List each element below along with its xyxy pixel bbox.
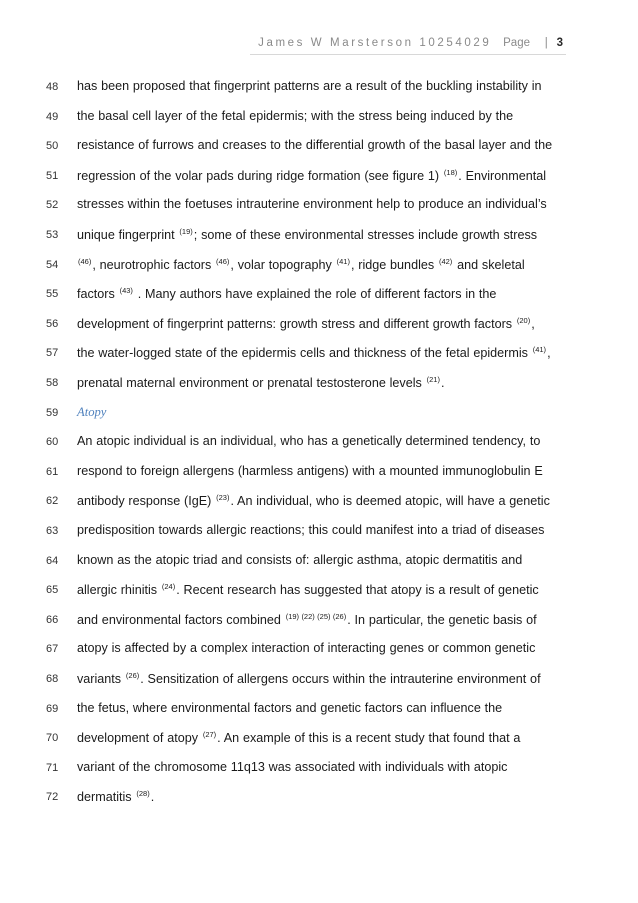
line-number: 72	[46, 791, 59, 804]
line-number: 58	[46, 377, 59, 389]
text-segment: dermatitis	[77, 790, 136, 805]
line-text	[77, 345, 568, 360]
header-author: James W Marsterson 10254029	[258, 37, 492, 49]
line-text	[77, 493, 568, 508]
line-text	[77, 138, 568, 152]
citation-reference: (46)	[216, 256, 230, 266]
citation-reference: (26)	[125, 671, 140, 680]
line-number: 48	[46, 81, 59, 93]
document-line	[0, 78, 638, 98]
line-number: 56	[46, 317, 59, 330]
line-text	[77, 168, 568, 183]
document-line	[0, 433, 638, 453]
text-segment: the water-logged state of the epidermis cells and thickness of the fetal epidermis	[77, 346, 532, 361]
citation-reference: (46)	[78, 256, 92, 266]
text-segment: , neurotrophic factors	[92, 257, 216, 272]
text-segment: variant of the chromosome 11q13 was associated with individuals with atopic	[77, 759, 508, 774]
line-number: 63	[46, 525, 59, 537]
citation-reference: (43)	[119, 286, 133, 296]
text-segment: has been proposed that fingerprint patterns are a result of the buckling instability in	[77, 79, 542, 93]
line-text	[77, 582, 568, 597]
text-segment: the basal cell layer of the fetal epidermis; with the stress being induced by the	[77, 108, 514, 123]
citation-reference: (21)	[426, 375, 440, 384]
document-line	[0, 759, 638, 779]
line-number: 71	[46, 761, 59, 774]
text-segment: variants	[77, 672, 125, 686]
document-line	[0, 670, 638, 690]
text-segment: ; some of these environmental stresses include growth stress	[193, 228, 538, 242]
header-page-number: 3	[556, 37, 563, 49]
line-text	[77, 227, 568, 242]
line-text	[77, 553, 568, 567]
line-text	[77, 671, 568, 686]
line-number: 65	[46, 584, 59, 597]
text-segment: . An example of this is a recent study that found that a	[217, 731, 521, 746]
citation-reference: (24)	[161, 582, 176, 592]
citation-reference: (41)	[532, 345, 547, 355]
document-line	[0, 552, 638, 572]
page-header	[258, 37, 563, 49]
line-number: 68	[46, 673, 59, 685]
document-line	[0, 256, 638, 276]
line-text	[77, 79, 568, 93]
document-line	[0, 285, 638, 305]
header-page-label: Page	[503, 37, 530, 49]
citation-reference: (27)	[202, 730, 217, 740]
text-segment: .	[440, 376, 445, 390]
citation-reference: (42)	[438, 256, 453, 266]
document-line	[0, 226, 638, 246]
line-text	[77, 701, 568, 715]
line-number: 53	[46, 229, 59, 241]
text-segment: known as the atopic triad and consists of: allergic asthma, atopic dermatitis and	[77, 552, 523, 567]
line-text	[77, 197, 568, 211]
document-line	[0, 315, 638, 335]
line-text	[77, 760, 568, 774]
text-segment: prenatal maternal environment or prenatal testosterone levels	[77, 376, 426, 390]
citation-reference: (20)	[516, 315, 531, 325]
line-text	[77, 464, 568, 478]
line-text	[77, 434, 568, 448]
document-line	[0, 522, 638, 542]
line-number: 60	[46, 436, 59, 449]
document-line	[0, 640, 638, 660]
line-text	[77, 257, 568, 272]
document-line	[0, 344, 638, 364]
text-segment: allergic rhinitis	[77, 583, 161, 598]
document-line	[0, 137, 638, 157]
document-line	[0, 196, 638, 216]
line-number: 57	[46, 347, 59, 360]
section-heading	[77, 405, 568, 420]
text-segment: predisposition towards allergic reactions; this could manifest into a triad of diseases	[77, 523, 545, 537]
header-separator: |	[544, 37, 548, 49]
citation-reference: (19) (22) (25) (26)	[285, 611, 347, 621]
citation-reference: (19)	[179, 227, 193, 236]
text-segment: . An individual, who is deemed atopic, will have a genetic	[230, 494, 550, 509]
text-segment: ,	[547, 346, 551, 361]
line-text	[77, 612, 568, 627]
citation-reference: (41)	[336, 256, 350, 266]
text-segment: resistance of furrows and creases to the differential growth of the basal layer and the	[77, 138, 553, 153]
line-number: 62	[46, 495, 59, 508]
line-number: 61	[46, 465, 59, 478]
line-number: 70	[46, 732, 59, 745]
text-segment: regression of the volar pads during ridge formation (see figure 1)	[77, 168, 443, 183]
text-segment: . In particular, the genetic basis of	[347, 612, 537, 627]
document-line	[0, 167, 638, 187]
text-segment: the fetus, where environmental factors and genetic factors can influence the	[77, 700, 503, 715]
line-number: 55	[46, 288, 59, 301]
document-line	[0, 374, 638, 394]
text-segment: development of atopy	[77, 731, 202, 746]
text-segment: . Environmental	[458, 168, 547, 183]
document-line	[0, 611, 638, 631]
text-segment: antibody response (IgE)	[77, 494, 216, 509]
text-segment: unique fingerprint	[77, 228, 179, 242]
document-line	[0, 581, 638, 601]
text-segment: respond to foreign allergens (harmless antigens) with a mounted immunoglobulin E	[77, 463, 543, 478]
line-number: 66	[46, 613, 59, 626]
line-text	[77, 641, 568, 655]
text-segment: An atopic individual is an individual, who has a genetically determined tendency, to	[77, 434, 541, 449]
line-number: 52	[46, 199, 59, 212]
text-segment: and skeletal	[453, 257, 525, 272]
line-number: 49	[46, 110, 59, 123]
line-number: 54	[46, 258, 59, 271]
text-segment: , ridge bundles	[350, 257, 438, 272]
citation-reference: (28)	[136, 789, 150, 799]
line-text	[77, 730, 568, 745]
text-segment: .	[150, 790, 155, 805]
citation-reference: (18)	[443, 167, 458, 177]
citation-reference: (23)	[216, 493, 230, 503]
line-text	[77, 316, 568, 331]
line-text	[77, 286, 568, 301]
text-segment: Atopy	[77, 404, 107, 419]
document-line	[0, 492, 638, 512]
text-segment: stresses within the foetuses intrauterine environment help to produce an individual’s	[77, 197, 547, 212]
document-line	[0, 729, 638, 749]
line-number: 67	[46, 643, 59, 656]
text-segment: and environmental factors combined	[77, 612, 285, 627]
line-text	[77, 375, 568, 390]
document-line	[0, 404, 638, 424]
line-number: 50	[46, 140, 59, 153]
document-line	[0, 108, 638, 128]
text-segment: factors	[77, 287, 119, 302]
text-segment: atopy is affected by a complex interaction of interacting genes or common genetic	[77, 641, 536, 656]
text-segment: ,	[531, 316, 535, 331]
text-segment: . Sensitization of allergens occurs within the intrauterine environment of	[140, 672, 541, 686]
line-number: 51	[46, 169, 59, 182]
document-line	[0, 788, 638, 808]
line-number: 59	[46, 406, 59, 419]
line-number: 64	[46, 554, 59, 567]
line-text	[77, 109, 568, 123]
line-text	[77, 523, 568, 537]
text-segment: , volar topography	[230, 257, 336, 272]
document-line	[0, 700, 638, 720]
header-rule	[250, 54, 566, 55]
text-segment: development of fingerprint patterns: growth stress and different growth factors	[77, 316, 516, 331]
line-text	[77, 789, 568, 804]
document-line	[0, 463, 638, 483]
text-segment: . Many authors have explained the role of different factors in the	[133, 287, 497, 302]
line-number: 69	[46, 702, 59, 715]
text-segment: . Recent research has suggested that atopy is a result of genetic	[176, 583, 539, 598]
